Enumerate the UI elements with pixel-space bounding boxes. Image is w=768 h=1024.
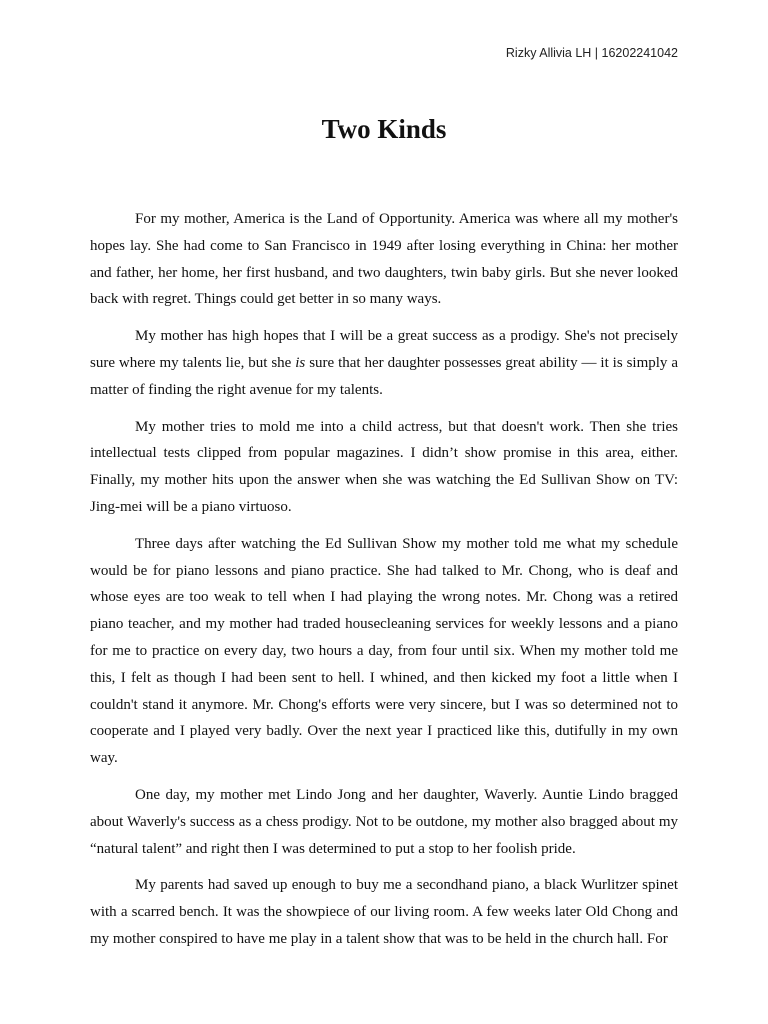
paragraph-4: Three days after watching the Ed Sullivan Show my mother told me what my schedule would be for piano lessons and piano practice. She had talked to Mr. Chong, who is deaf and whose eyes are too weak to tell when I had playing the wrong notes. Mr. Chong was a retired piano teacher, and my mother had traded housecleaning services for weekly lessons and a piano for me to practice on every day, two hours a day, from four until six. When my mother told me this, I felt as though I had been sent to hell. I whined, and then kicked my foot a little when I couldn't stand it anymore. Mr. Chong's efforts were very sincere, but I was so determined not to cooperate and I played very badly. Over the next year I practiced like this, dutifully in my own way. [90, 535, 678, 767]
author-header: Rizky Allivia LH | 16202241042 [505, 46, 678, 60]
paragraph-2-emphasis: is [295, 354, 306, 371]
paragraph-6: My parents had saved up enough to buy me a secondhand piano, a black Wurlitzer spinet with a scarred bench. It was the showpiece of our living room. A few weeks later Old Chong and my mother conspired to have me play in a talent show that was to be held in the church hall. For [90, 877, 678, 947]
paragraph-2-before: My mother has high hopes that I will be a great success as a prodigy. She's not precisely sure where my talents lie, but she [90, 328, 678, 371]
paragraph-1: For my mother, America is the Land of Opportunity. America was where all my mother's hopes lay. She had come to San Francisco in 1949 after losing everything in China: her mother and father, her home, her first husband, and two daughters, twin baby girls. But she never looked back with regret. Things could get better in so many ways. [90, 211, 678, 308]
document-body [90, 206, 678, 963]
paragraph-2 [90, 323, 678, 403]
document-title: Two Kinds [321, 114, 447, 144]
paragraph-5: One day, my mother met Lindo Jong and her daughter, Waverly. Auntie Lindo bragged about Waverly's success as a chess prodigy. Not to be outdone, my mother also bragged about my “natural talent” and right then I was determined to put a stop to her foolish pride. [90, 786, 678, 857]
paragraph-2-after: sure that her daughter possesses great ability — it is simply a matter of finding the right avenue for my talents. [90, 354, 678, 398]
paragraph-3: My mother tries to mold me into a child actress, but that doesn't work. Then she tries intellectual tests clipped from popular magazines. I didn’t show promise in this area, either. Finally, my mother hits upon the answer when she was watching the Ed Sullivan Show on TV: Jing-mei will be a piano virtuoso. [90, 418, 678, 515]
